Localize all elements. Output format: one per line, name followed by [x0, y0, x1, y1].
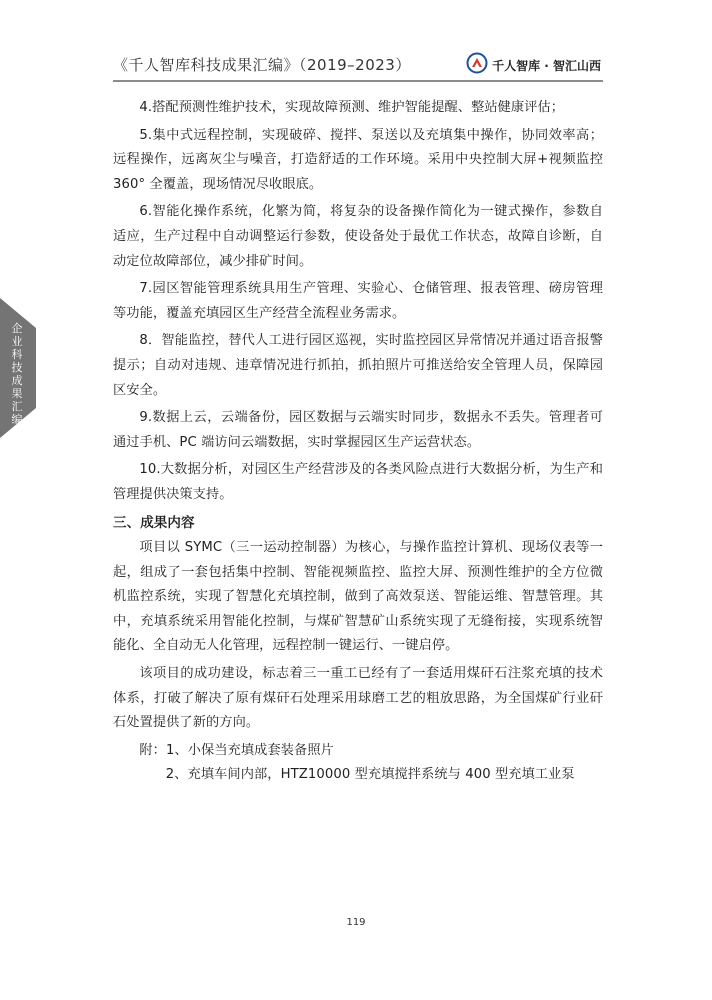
section-heading: 三、成果内容	[113, 514, 195, 531]
list-item: 6.智能化操作系统，化繁为简，将复杂的设备操作简化为一键式操作，参数自适应，生产过程中自动调整运行参数，使设备处于最优工作状态，故障自诊断，自动定位故障部位，减少排矿时间。	[113, 204, 603, 269]
list-item: 5.集中式远程控制，实现破碎、搅拌、泵送以及充填集中操作，协同效率高；远程操作，远离灰尘与噪音，打造舒适的工作环境。采用中央控制大屏+视频监控 360° 全覆盖，现场情况尽收眼底。	[113, 127, 603, 192]
brand-text: 千人智库 · 智汇山西	[492, 58, 601, 73]
list-item: 7.园区智能管理系统具用生产管理、实验心、仓储管理、报表管理、磅房管理等功能，覆盖充填园区生产经营全流程业务需求。	[113, 281, 603, 321]
side-tab-label: 企业科技成果汇编	[11, 322, 23, 426]
body-paragraph: 该项目的成功建设，标志着三一重工已经有了一套适用煤矸石注浆充填的技术体系，打破了解决了原有煤矸石处理采用球磨工艺的粗放思路，为全国煤矿行业矸石处置提供了新的方向。	[113, 666, 603, 731]
list-item: 10.大数据分析，对园区生产经营涉及的各类风险点进行大数据分析，为生产和管理提供决策支持。	[113, 462, 603, 502]
brand-logo-icon	[466, 52, 488, 78]
attachment-item: 2、充填车间内部，HTZ10000 型充填搅拌系统与 400 型充填工业泵	[165, 767, 575, 783]
list-item: 9.数据上云，云端备份，园区数据与云端实时同步，数据永不丢失。管理者可通过手机、PC 端访问云端数据，实时掌握园区生产运营状态。	[113, 410, 603, 450]
attachment-item: 附：1、小保当充填成套装备照片	[139, 742, 334, 758]
body-paragraph: 项目以 SYMC（三一运动控制器）为核心，与操作监控计算机、现场仪表等一起，组成了一套包括集中控制、智能视频监控、监控大屏、预测性维护的全方位微机监控系统，实现了智慧化充填控制，做到了高效泵送、智能运维、智慧管理。其中，充填系统采用智能化控制，与煤矿智慧矿山系统实现了无缝衔接，实现系统智能化、全自动无人化管理，远程控制一键运行、一键启停。	[113, 540, 603, 654]
list-item: 8．智能监控，替代人工进行园区巡视，实时监控园区异常情况并通过语音报警提示；自动对违规、违章情况进行抓拍，抓拍照片可推送给安全管理人员，保障园区安全。	[113, 333, 603, 398]
side-tab	[0, 298, 36, 438]
page-header	[113, 50, 603, 80]
header-divider	[113, 80, 603, 82]
main-content	[113, 96, 603, 788]
header-brand	[466, 54, 601, 76]
list-item: 4.搭配预测性维护技术，实现故障预测、维护智能提醒、整站健康评估；	[139, 100, 565, 115]
header-title: 《千人智库科技成果汇编》（2019–2023）	[113, 56, 411, 74]
page-number: 119	[346, 917, 366, 928]
